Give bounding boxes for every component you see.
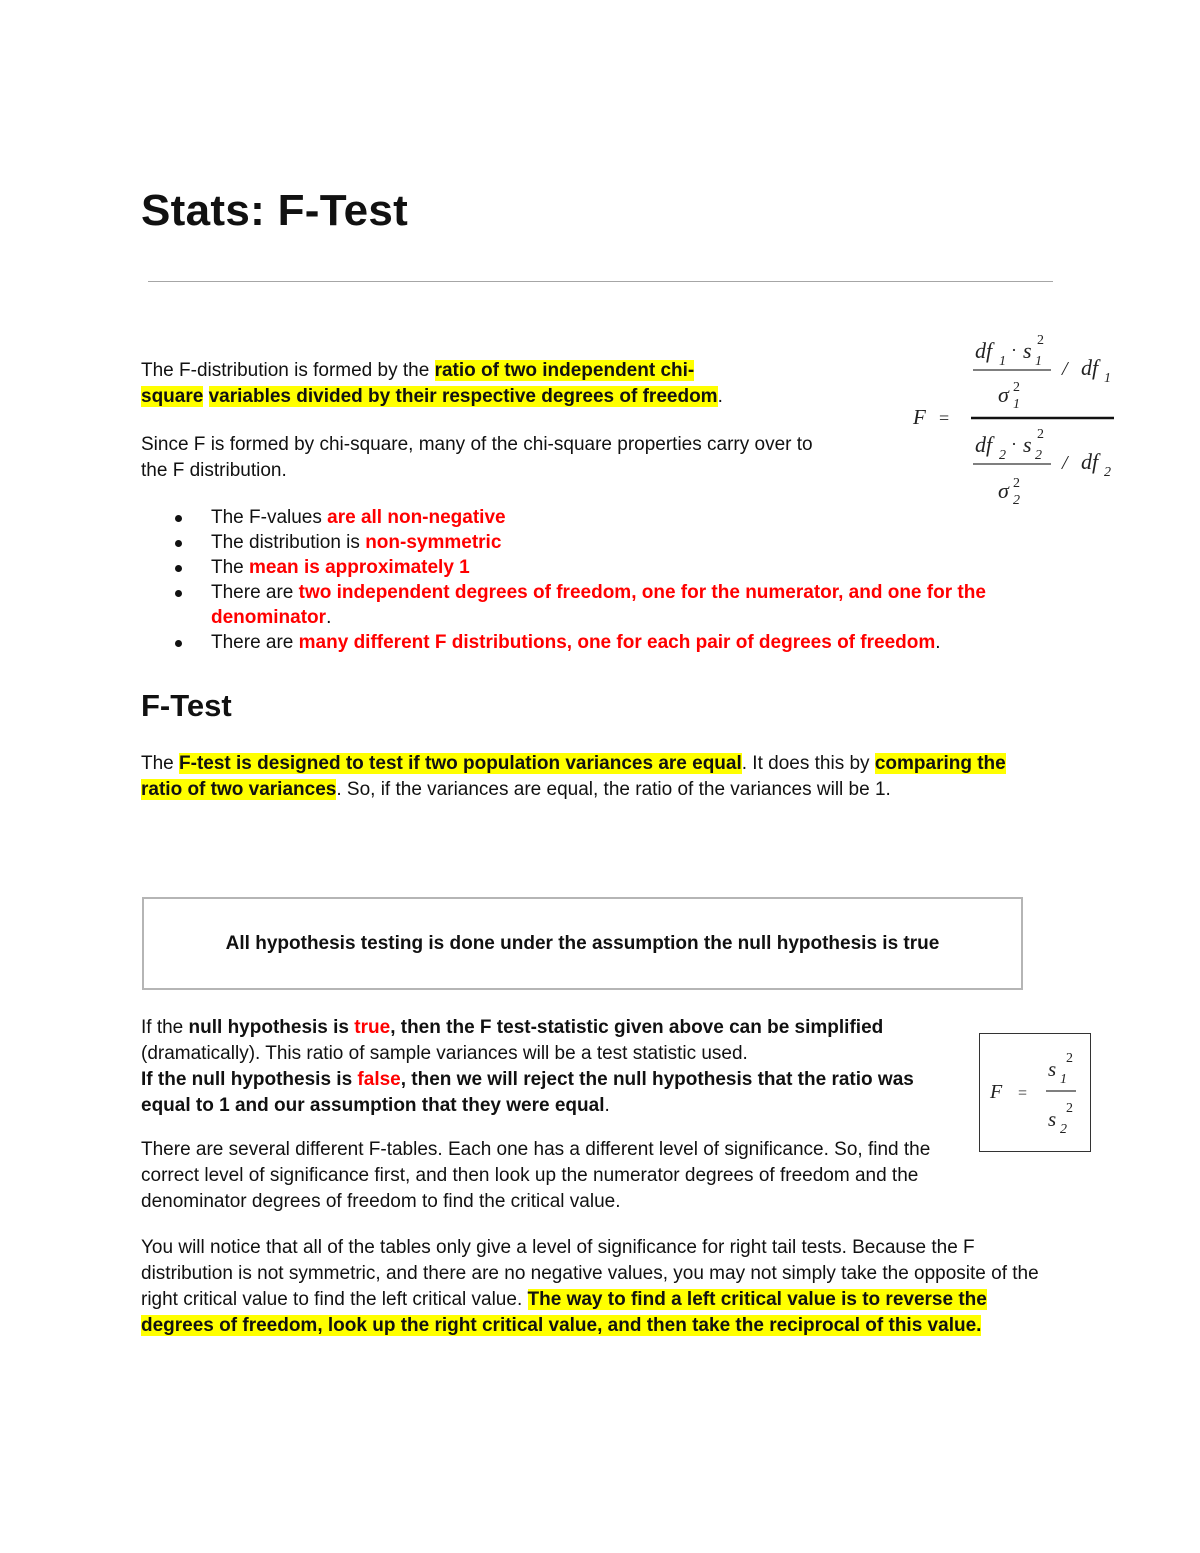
- bullet-icon: [175, 640, 182, 647]
- list-item: [141, 505, 1061, 530]
- simplified-formula: [980, 1034, 1090, 1150]
- formula-eq: =: [939, 408, 950, 428]
- formula-s1: s: [1023, 338, 1032, 363]
- list-item-emphasis: mean is approximately 1: [249, 557, 470, 578]
- intro-paragraph: [141, 358, 821, 410]
- null-bold-1: null hypothesis is: [188, 1017, 355, 1038]
- null-red-true: true: [354, 1017, 391, 1038]
- list-item-emphasis: non-symmetric: [365, 532, 502, 553]
- formula-df2-denom-sub: 2: [1104, 465, 1111, 480]
- formula-s1-sup: 2: [1037, 333, 1044, 348]
- critical-text: You will notice that all of the tables only give a level of significance for right tail tests. Because the F distribution is not symmetric, and there are no negative values, you may not simply take the opposite of the right critical value to find the left critical value.: [141, 1237, 1039, 1310]
- null-bold-3: If the null hypothesis is: [141, 1069, 358, 1090]
- null-bold-4: , then we will reject the null hypothesis that the ratio was equal to 1 and our assumption that they were equal: [141, 1069, 914, 1116]
- formula-dot: ·: [1011, 340, 1017, 360]
- formula2-f: F: [990, 1081, 1003, 1103]
- list-item: [141, 580, 1061, 630]
- formula-sigma1: σ: [998, 382, 1009, 407]
- intro-paragraph-2: Since F is formed by chi-square, many of the chi-square properties carry over to the F distribution.: [141, 434, 813, 481]
- ftest-highlight-1: F-test is designed to test if two population variances are equal: [179, 753, 742, 774]
- list-item-text: There are: [211, 582, 299, 603]
- formula-df1-denom-sub: 1: [1104, 371, 1111, 386]
- bullet-icon: [175, 540, 182, 547]
- bullet-icon: [175, 515, 182, 522]
- bullet-icon: [175, 590, 182, 597]
- list-item-tail: .: [326, 607, 332, 628]
- horizontal-rule: [148, 281, 1053, 282]
- section-heading: F-Test: [141, 688, 232, 723]
- ftest-highlight-2: comparing the ratio of two variances: [141, 753, 1006, 800]
- formula2-s2: s: [1048, 1107, 1057, 1131]
- list-item-text: The F-values: [211, 507, 328, 528]
- intro-highlight-1: ratio of two independent chi-: [434, 360, 695, 381]
- tables-paragraph: There are several different F-tables. Each one has a different level of significance. So, find the correct level of significance first, and then look up the numerator degrees of freedom and the denominator degrees of freedom to find the critical value.: [141, 1139, 931, 1212]
- formula-sigma2-sup: 2: [1013, 476, 1020, 491]
- formula-df2: df: [975, 432, 993, 457]
- formula-sigma1-sub: 1: [1013, 397, 1020, 412]
- assumption-callout: [142, 897, 1023, 990]
- bullet-icon: [175, 565, 182, 572]
- list-item-emphasis: many different F distributions, one for each pair of degrees of freedom: [298, 632, 936, 653]
- ftest-text-b: . It does this by: [741, 753, 875, 774]
- formula-dot-2: ·: [1011, 434, 1017, 454]
- formula-f: F: [913, 405, 926, 429]
- formula2-eq: =: [1018, 1085, 1028, 1102]
- null-text-a: If the: [141, 1017, 189, 1038]
- critical-highlight: The way to find a left critical value is to reverse the degrees of freedom, look up the right critical value, and then take the reciprocal of this value.: [141, 1289, 987, 1336]
- formula-df2-denom: df: [1081, 449, 1099, 474]
- page-title: Stats: F-Test: [141, 186, 409, 235]
- callout-text: All hypothesis testing is done under the assumption the null hypothesis is true: [225, 932, 940, 954]
- formula2-s1-sup: 2: [1066, 1051, 1073, 1066]
- list-item: [141, 555, 1061, 580]
- formula-df1: df: [975, 338, 993, 363]
- formula-s2-sub: 2: [1035, 448, 1042, 463]
- formula-slash-2: /: [1062, 452, 1068, 474]
- null-bold-2: , then the F test-statistic given above can be simplified: [390, 1017, 884, 1038]
- list-item: [141, 630, 1061, 655]
- formula-df1-sub: 1: [999, 354, 1006, 369]
- list-item: [141, 530, 1061, 555]
- list-item-text: The distribution is: [211, 532, 366, 553]
- formula2-s1-sub: 1: [1060, 1072, 1067, 1087]
- null-red-false: false: [357, 1069, 401, 1090]
- ftest-paragraph: [141, 751, 1011, 803]
- null-text-c: (dramatically). This ratio of sample variances will be a test statistic used.: [141, 1043, 748, 1064]
- ftest-text-a: The: [141, 753, 180, 774]
- formula-df1-denom: df: [1081, 355, 1099, 380]
- formula-sigma2: σ: [998, 478, 1009, 503]
- formula2-s2-sub: 2: [1060, 1122, 1067, 1137]
- formula-s2-sup: 2: [1037, 427, 1044, 442]
- formula-sigma1-sup: 2: [1013, 380, 1020, 395]
- f-ratio-formula: [905, 318, 1120, 518]
- list-item-text: There are: [211, 632, 299, 653]
- simplified-formula-box: [979, 1033, 1091, 1152]
- formula-s2: s: [1023, 432, 1032, 457]
- intro-space: [203, 386, 208, 407]
- null-text-d: .: [604, 1095, 610, 1116]
- formula-sigma2-sub: 2: [1013, 493, 1020, 508]
- list-item-emphasis: are all non-negative: [327, 507, 506, 528]
- formula2-s2-sup: 2: [1066, 1101, 1073, 1116]
- intro-text: The F-distribution is formed by the: [141, 360, 435, 381]
- ftest-text-c: . So, if the variances are equal, the ratio of the variances will be 1.: [336, 779, 891, 800]
- list-item-tail: .: [935, 632, 941, 653]
- critical-value-paragraph: [141, 1235, 1041, 1339]
- null-hypothesis-paragraph: [141, 1015, 951, 1119]
- list-item-emphasis: two independent degrees of freedom, one for the numerator, and one for the denominator: [211, 582, 986, 628]
- list-item-text: The: [211, 557, 250, 578]
- properties-list: [141, 505, 1061, 655]
- intro-highlight-3: variables divided by their respective degrees of freedom: [208, 386, 718, 407]
- formula-df2-sub: 2: [999, 448, 1006, 463]
- formula2-s1: s: [1048, 1057, 1057, 1081]
- formula-slash-1: /: [1062, 358, 1068, 380]
- intro-highlight-2: square: [141, 386, 204, 407]
- intro-period: .: [717, 386, 723, 407]
- formula-s1-sub: 1: [1035, 354, 1042, 369]
